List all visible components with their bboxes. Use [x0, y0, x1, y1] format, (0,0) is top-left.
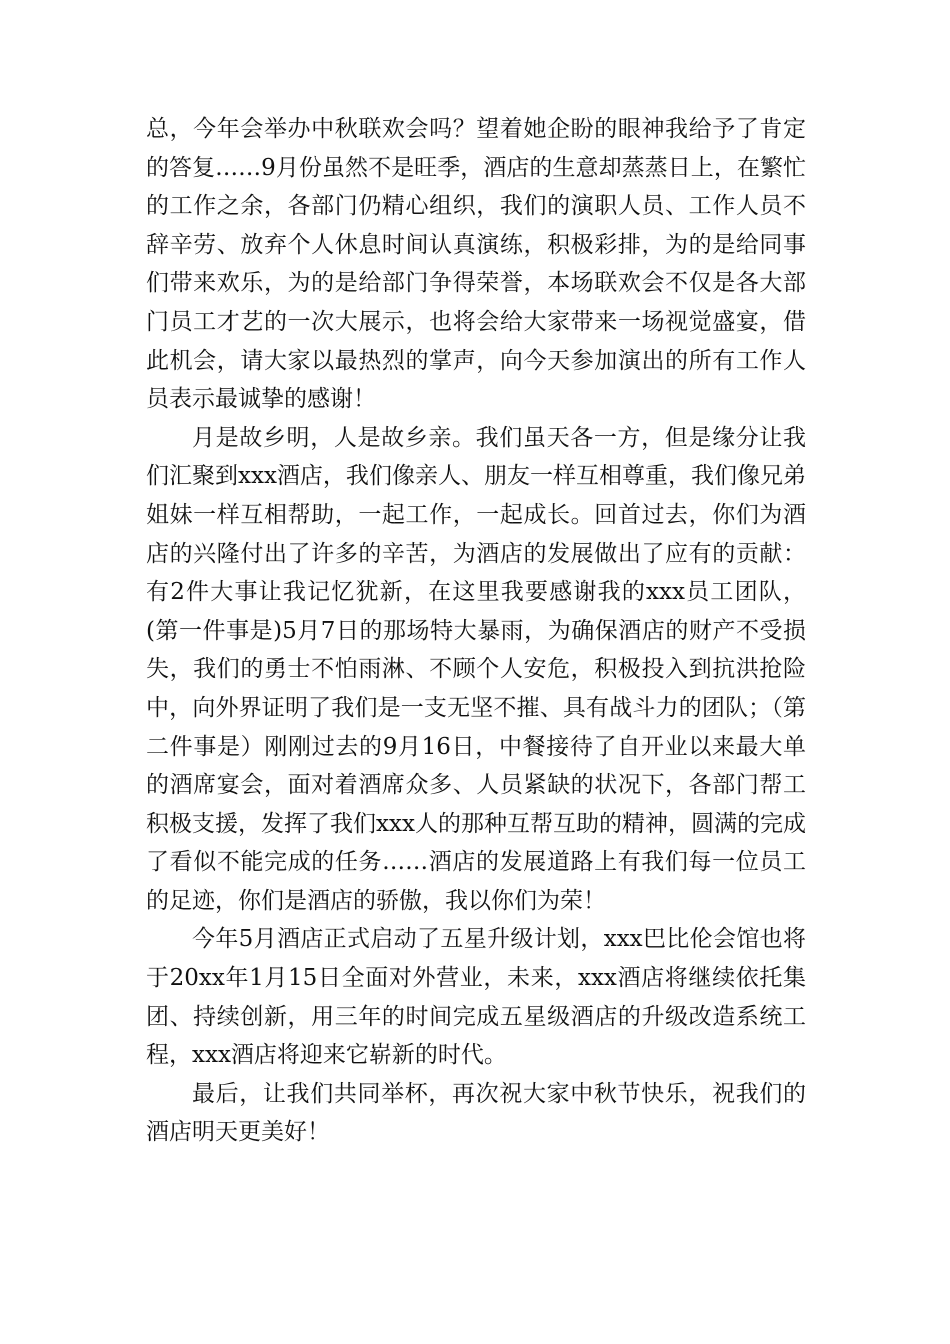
paragraph-4: 最后，让我们共同举杯，再次祝大家中秋节快乐，祝我们的酒店明天更美好！ [146, 1080, 806, 1146]
paragraph-3: 今年5月酒店正式启动了五星升级计划，xxx巴比伦会馆也将于20xx年1月15日全面对外营业，未来，xxx酒店将继续依托集团、持续创新，用三年的时间完成五星级酒店的升级改造系统工程，xxx酒店将迎来它崭新的时代。 [146, 926, 806, 1069]
document-body [146, 110, 806, 1152]
paragraph-1: 总，今年会举办中秋联欢会吗？望着她企盼的眼神我给予了肯定的答复……9月份虽然不是旺季，酒店的生意却蒸蒸日上，在繁忙的工作之余，各部门仍精心组织，我们的演职人员、工作人员不辞辛劳、放弃个人休息时间认真演练，积极彩排，为的是给同事们带来欢乐，为的是给部门争得荣誉，本场联欢会不仅是各大部门员工才艺的一次大展示，也将会给大家带来一场视觉盛宴，借此机会，请大家以最热烈的掌声，向今天参加演出的所有工作人员表示最诚挚的感谢！ [146, 116, 806, 413]
paragraph-2: 月是故乡明，人是故乡亲。我们虽天各一方，但是缘分让我们汇聚到xxx酒店，我们像亲人、朋友一样互相尊重，我们像兄弟姐妹一样互相帮助，一起工作，一起成长。回首过去，你们为酒店的兴隆付出了许多的辛苦，为酒店的发展做出了应有的贡献：有2件大事让我记忆犹新，在这里我要感谢我的xxx员工团队，(第一件事是)5月7日的那场特大暴雨，为确保酒店的财产不受损失，我们的勇士不怕雨淋、不顾个人安危，积极投入到抗洪抢险中，向外界证明了我们是一支无坚不摧、具有战斗力的团队；（第二件事是）刚刚过去的9月16日，中餐接待了自开业以来最大单的酒席宴会，面对着酒席众多、人员紧缺的状况下，各部门帮工积极支援，发挥了我们xxx人的那种互帮互助的精神，圆满的完成了看似不能完成的任务……酒店的发展道路上有我们每一位员工的足迹，你们是酒店的骄傲，我以你们为荣！ [146, 424, 806, 914]
